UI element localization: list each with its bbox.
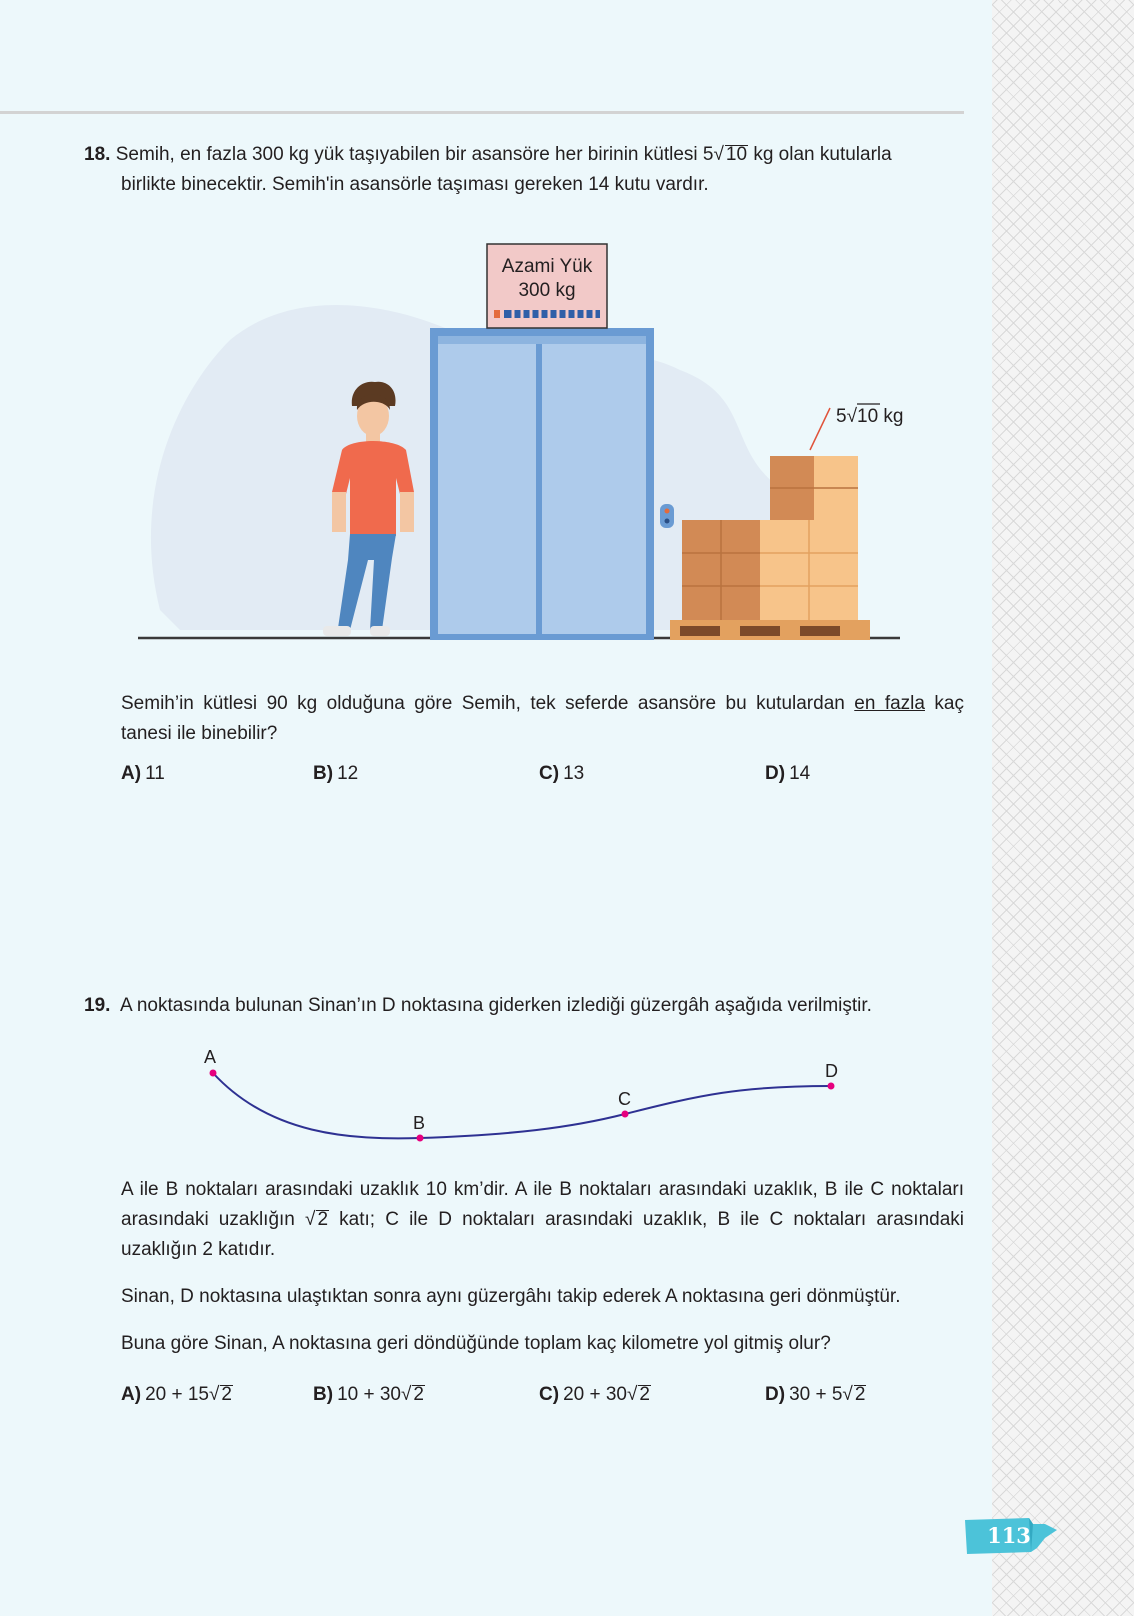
q18-option-b[interactable]: B) 12: [313, 763, 359, 784]
point-a: [210, 1070, 217, 1077]
q19-p1-line1: A ile B noktaları arasındaki uzaklık 10 km’dir. A ile B noktaları arasındaki uzaklık, B ile C noktaları: [121, 1179, 964, 1200]
q19-intro: [84, 991, 964, 1021]
elevator-illustration: [120, 230, 940, 670]
point-c: [622, 1111, 629, 1118]
q18-question-emphasis: en fazla: [854, 693, 925, 714]
q19-p1-text-b: katı; C ile D noktaları arasındaki uzaklık, B ile C noktaları arasındaki: [329, 1209, 964, 1230]
point-d: [828, 1083, 835, 1090]
q18-option-a[interactable]: A) 11: [121, 763, 165, 784]
q18-text-a: Semih, en fazla 300 kg yük taşıyabilen bir asansöre her birinin kütlesi 5: [115, 144, 714, 165]
sign-text-2: 300 kg: [518, 280, 576, 301]
sign-text-1: Azami Yük: [501, 256, 593, 277]
page-number-tab: [965, 1518, 1057, 1554]
q19-option-b[interactable]: B) 10 + 30√ 2: [313, 1384, 424, 1405]
q19-p1-line2: arasındaki uzaklığın √ 2 katı; C ile D noktaları arasındaki uzaklık, B ile C noktaları arasındaki: [121, 1209, 964, 1230]
q19-p1-radicand: 2: [317, 1209, 329, 1230]
q19-option-d[interactable]: D) 30 + 5√ 2: [765, 1384, 866, 1405]
q18-number: 18.: [84, 144, 111, 165]
q18-question-text: Semih’in kütlesi 90 kg olduğuna göre Semih, tek seferde asansöre bu kutulardan: [121, 693, 855, 714]
max-load-sign: [487, 244, 607, 328]
route-diagram: [180, 1040, 880, 1150]
side-pattern-strip: [992, 0, 1134, 1616]
q19-p2: Sinan, D noktasına ulaştıktan sonra aynı güzergâhı takip ederek A noktasına geri dönmüştür.: [121, 1286, 901, 1307]
elevator-call-button: [660, 504, 674, 528]
q18-option-c[interactable]: C) 13: [539, 763, 585, 784]
elevator-door: [430, 328, 654, 640]
q19-p1-line3: uzaklığın 2 katıdır.: [121, 1239, 276, 1260]
q19-option-c[interactable]: C) 20 + 30√ 2: [539, 1384, 650, 1405]
q19-p1-text-a: arasındaki uzaklığın: [121, 1209, 305, 1230]
route-path: [213, 1073, 831, 1138]
q18-question-line2: tanesi ile binebilir?: [121, 723, 278, 744]
q18-question-end: kaç: [924, 693, 964, 714]
q19-option-a[interactable]: A) 20 + 15√ 2: [121, 1384, 232, 1405]
q18-line1: 18. Semih, en fazla 300 kg yük taşıyabilen bir asansöre her birinin kütlesi 5√ 10 kg olan kutularla: [84, 144, 892, 165]
point-b: [417, 1135, 424, 1142]
q18-option-d[interactable]: D) 14: [765, 763, 811, 784]
label-c: C: [618, 1089, 631, 1109]
q19-number: 19.: [84, 995, 111, 1016]
page-number: 113: [987, 1523, 1031, 1548]
label-a: A: [204, 1047, 217, 1067]
q18-text-b: kg olan kutularla: [748, 144, 892, 165]
label-d: D: [825, 1061, 838, 1081]
label-b: B: [413, 1113, 426, 1133]
q19-p3: Buna göre Sinan, A noktasına geri döndüğünde toplam kaç kilometre yol gitmiş olur?: [121, 1333, 831, 1354]
q18-radicand: 10: [725, 144, 748, 165]
q19-intro-text: A noktasında bulunan Sinan’ın D noktasına giderken izlediği güzergâh aşağıda verilmiştir.: [119, 995, 872, 1016]
q18-line2: birlikte binecektir. Semih'in asansörle taşıması gereken 14 kutu vardır.: [121, 174, 709, 195]
header-rule: [0, 111, 964, 114]
box-mass-label: 5√10 kg: [836, 406, 904, 427]
q18-question-line1: [121, 689, 964, 719]
